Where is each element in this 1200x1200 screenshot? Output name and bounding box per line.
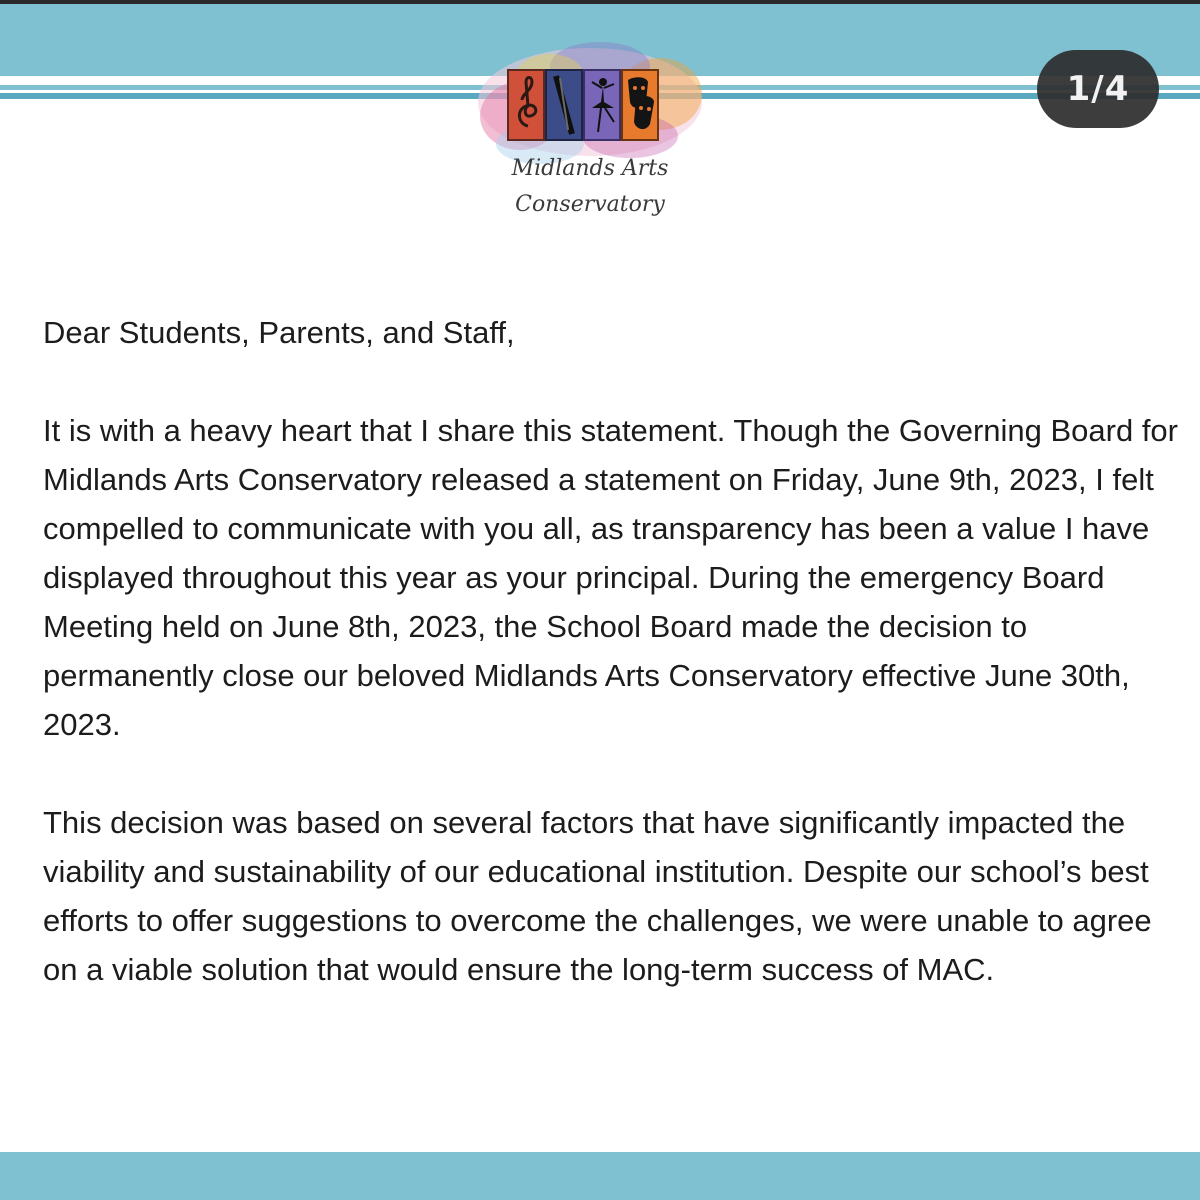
ballerina-icon	[584, 70, 620, 140]
school-logo	[470, 36, 710, 236]
footer-band	[0, 1152, 1200, 1200]
clarinet-icon	[546, 70, 582, 140]
letter-paragraph-2: This decision was based on several factors that have significantly impacted the viability and sustainability of our educational institution. Despite our school’s best efforts to offer suggestions to overcome the challenges, we were unable to agree on a viable solution that would ensure the long-term success of MAC.	[43, 805, 1152, 987]
treble-clef-icon	[508, 70, 544, 140]
logo-text-line2: Conservatory	[515, 192, 665, 217]
theater-masks-icon	[622, 70, 658, 140]
letter-paragraph-1: It is with a heavy heart that I share this statement. Though the Governing Board for Midlands Arts Conservatory released a statement on Friday, June 9th, 2023, I felt compelled to communicate with you all, as transparency has been a value I have displayed throughout this year as your principal. During the emergency Board Meeting held on June 8th, 2023, the School Board made the decision to permanently close our beloved Midlands Arts Conservatory effective June 30th, 2023.	[43, 413, 1178, 742]
logo-text-line1: Midlands Arts	[511, 156, 669, 181]
page-indicator: 1/4	[1037, 50, 1159, 128]
letter-greeting: Dear Students, Parents, and Staff,	[43, 315, 515, 350]
letter-body	[43, 308, 1193, 994]
